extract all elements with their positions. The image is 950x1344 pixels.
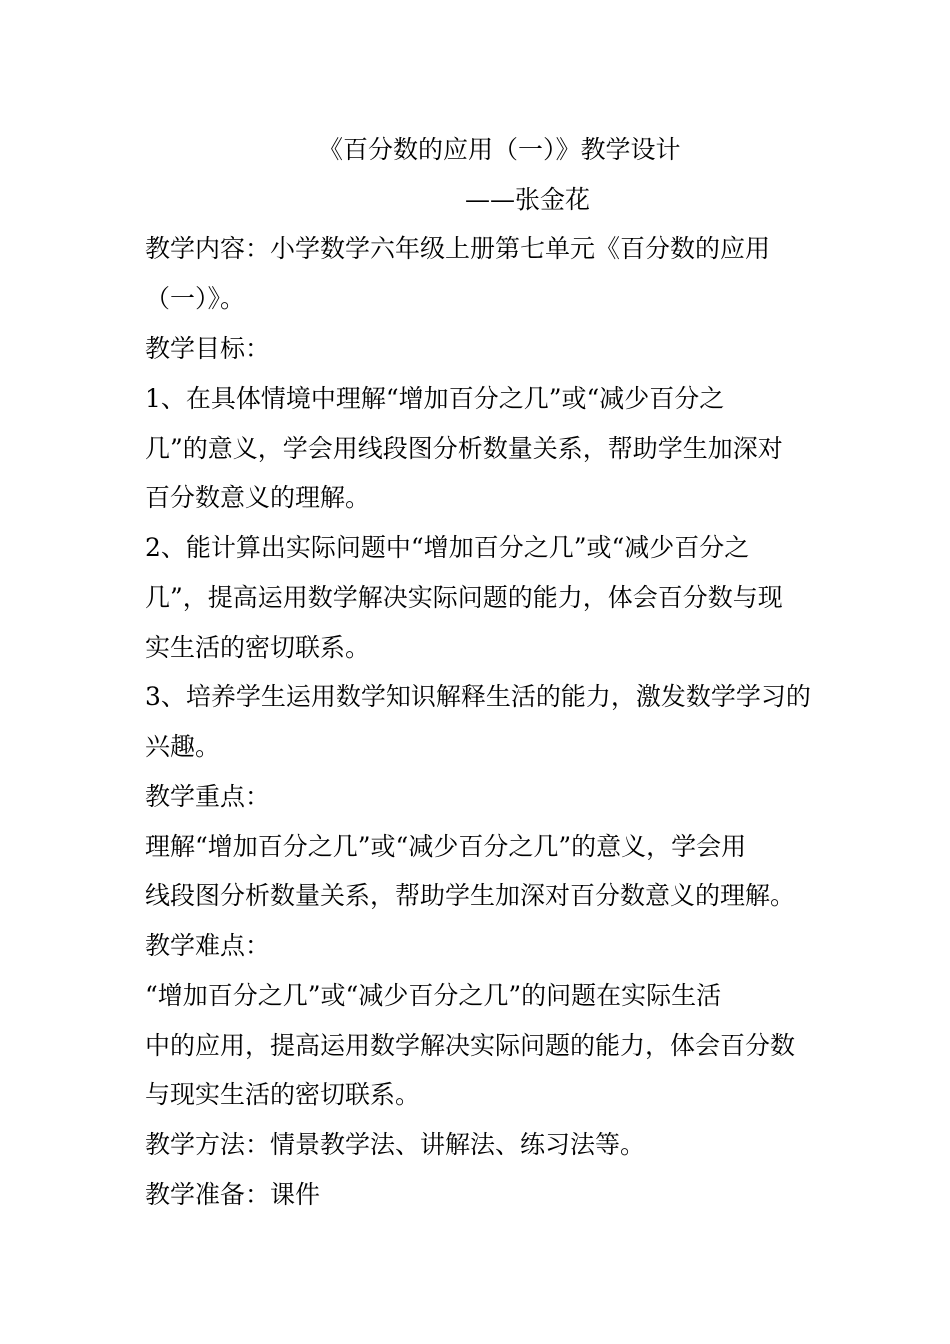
content-line-1: 教学内容：小学数学六年级上册第七单元《百分数的应用 xyxy=(145,234,771,263)
key-points-heading: 教学重点： xyxy=(145,782,271,811)
document-title: 《百分数的应用（一）》教学设计 xyxy=(318,135,681,164)
difficulties-line-1: “增加百分之几”或“减少百分之几”的问题在实际生活 xyxy=(145,981,722,1010)
difficulties-line-3: 与现实生活的密切联系。 xyxy=(145,1080,421,1109)
objective-1-line-3: 百分数意义的理解。 xyxy=(145,483,371,512)
key-points-line-1: 理解“增加百分之几”或“减少百分之几”的意义，学会用 xyxy=(145,832,747,861)
objective-3-line-1: 3、培养学生运用数学知识解释生活的能力，激发数学学习的 xyxy=(145,682,811,711)
objective-3-line-2: 兴趣。 xyxy=(145,732,221,761)
objective-1-line-2: 几”的意义，学会用线段图分析数量关系，帮助学生加深对 xyxy=(145,434,783,463)
document-author: ——张金花 xyxy=(465,185,591,214)
objective-2-line-3: 实生活的密切联系。 xyxy=(145,633,371,662)
content-line-2: （一）》。 xyxy=(145,284,246,313)
difficulties-heading: 教学难点： xyxy=(145,931,271,960)
preparation-line: 教学准备：课件 xyxy=(145,1180,321,1209)
objective-2-line-2: 几”，提高运用数学解决实际问题的能力，体会百分数与现 xyxy=(145,583,783,612)
objective-2-line-1: 2、能计算出实际问题中“增加百分之几”或“减少百分之 xyxy=(145,533,750,562)
objectives-heading: 教学目标： xyxy=(145,334,271,363)
key-points-line-2: 线段图分析数量关系，帮助学生加深对百分数意义的理解。 xyxy=(145,881,796,910)
methods-line: 教学方法：情景教学法、讲解法、练习法等。 xyxy=(145,1130,646,1159)
difficulties-line-2: 中的应用，提高运用数学解决实际问题的能力，体会百分数 xyxy=(145,1031,796,1060)
objective-1-line-1: 1、在具体情境中理解“增加百分之几”或“减少百分之 xyxy=(145,384,725,413)
